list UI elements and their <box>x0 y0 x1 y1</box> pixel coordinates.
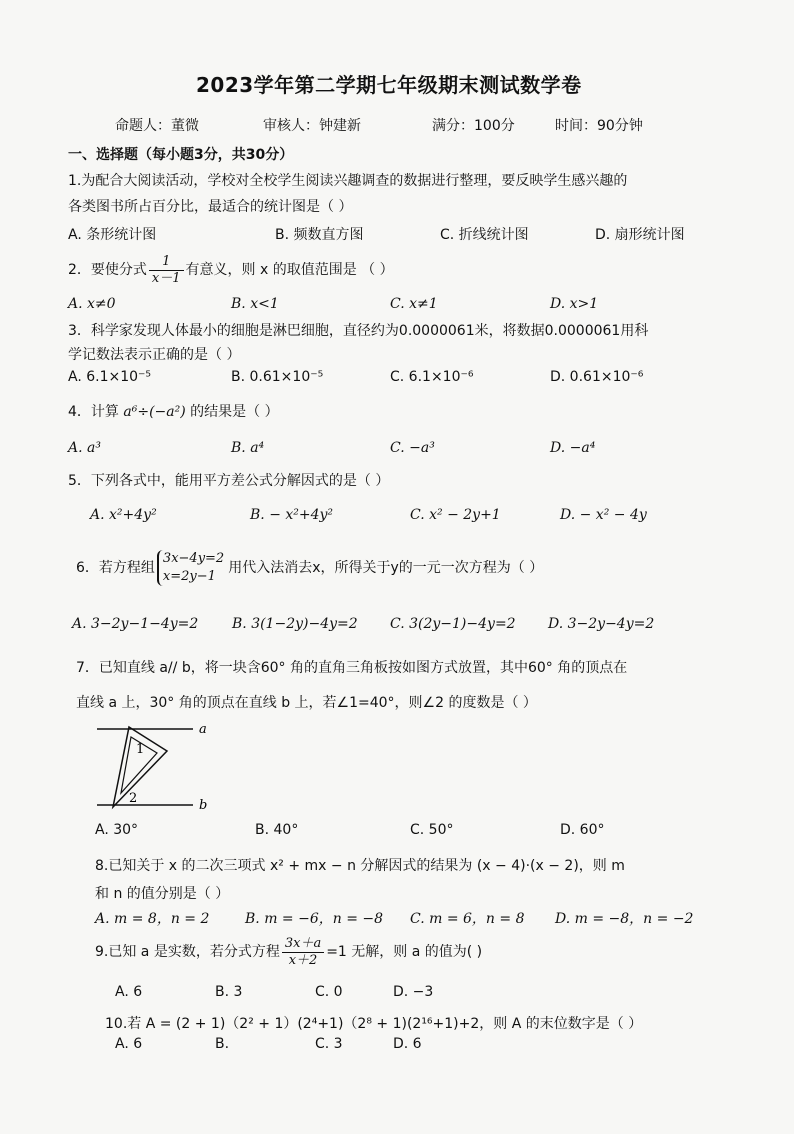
q9-frac-den: x＋2 <box>288 952 318 968</box>
q7-option-a: A. 30° <box>95 822 139 838</box>
q10-option-c: C. 3 <box>315 1036 343 1052</box>
q10-option-d: D. 6 <box>393 1036 422 1052</box>
q6-pre: 6．若方程组 <box>76 560 155 576</box>
page-title: 2023学年第二学期七年级期末测试数学卷 <box>196 73 582 97</box>
q3-option-c: C. 6.1×10⁻⁶ <box>390 369 474 385</box>
q4-option-a: A. a³ <box>68 440 101 456</box>
q2-option-c: C. x≠1 <box>390 296 438 312</box>
q8-option-b: B. m = −6，n = −8 <box>245 911 384 927</box>
q9-option-a: A. 6 <box>115 984 143 1000</box>
q10-option-a: A. 6 <box>115 1036 143 1052</box>
q8-option-c: C. m = 6，n = 8 <box>410 911 525 927</box>
q8-option-a: A. m = 8，n = 2 <box>95 911 210 927</box>
q4-post: 的结果是（ ） <box>190 404 279 420</box>
q8-line2: 和 n 的值分别是（ ） <box>95 886 230 902</box>
q6-stem <box>76 548 543 588</box>
q1-option-b: B. 频数直方图 <box>275 227 364 243</box>
q9-option-c: C. 0 <box>315 984 343 1000</box>
q7-figure <box>95 715 220 815</box>
full-score: 满分：100分 <box>432 118 515 134</box>
q7-line1: 7．已知直线 a// b，将一块含60° 角的直角三角板按如图方式放置，其中60° 角的顶点在 <box>76 660 628 676</box>
q3-option-a: A. 6.1×10⁻⁵ <box>68 369 152 385</box>
q9-option-b: B. 3 <box>215 984 243 1000</box>
q6-option-b: B. 3(1−2y)−4y=2 <box>232 616 358 632</box>
section-heading: 一、选择题（每小题3分，共30分） <box>68 147 294 163</box>
exam-time: 时间：90分钟 <box>555 118 643 134</box>
q6-eq1: 3x−4y=2 <box>162 551 225 566</box>
q2-option-d: D. x>1 <box>550 296 599 312</box>
q9-option-d: D. −3 <box>393 984 434 1000</box>
q3-line1: 3．科学家发现人体最小的细胞是淋巴细胞，直径约为0.0000061米，将数据0.0000061用科 <box>68 323 649 339</box>
q7-option-c: C. 50° <box>410 822 454 838</box>
q2-option-b: B. x<1 <box>231 296 279 312</box>
fig-angle-2: 2 <box>129 791 138 806</box>
q5-option-a: A. x²+4y² <box>90 507 157 523</box>
author: 命题人：董微 <box>115 118 199 134</box>
q10-stem: 10.若 A = (2 + 1)（2² + 1）(2⁴+1)（2⁸ + 1)(2¹⁶+1)+2，则 A 的末位数字是（ ） <box>105 1016 643 1032</box>
q1-option-a: A. 条形统计图 <box>68 227 157 243</box>
q4-stem <box>68 402 279 422</box>
q2-frac-den: x－1 <box>151 270 181 286</box>
q2-option-a: A. x≠0 <box>68 296 116 312</box>
q7-option-b: B. 40° <box>255 822 299 838</box>
q5-option-c: C. x² − 2y+1 <box>410 507 501 523</box>
q4-expression: a⁶÷(−a²) <box>123 404 186 420</box>
q7-option-d: D. 60° <box>560 822 605 838</box>
q6-post: 用代入法消去x，所得关于y的一元一次方程为（ ） <box>228 560 544 576</box>
q1-option-d: D. 扇形统计图 <box>595 227 685 243</box>
q5-option-d: D. − x² − 4y <box>560 507 647 523</box>
q4-option-c: C. −a³ <box>390 440 435 456</box>
q4-option-b: B. a⁴ <box>231 440 265 456</box>
q3-option-d: D. 0.61×10⁻⁶ <box>550 369 644 385</box>
q4-pre: 4．计算 <box>68 404 119 420</box>
fig-label-a: a <box>199 722 207 737</box>
q7-line2: 直线 a 上，30° 角的顶点在直线 b 上，若∠1=40°，则∠2 的度数是（ ） <box>76 695 537 711</box>
q9-fraction <box>282 936 324 969</box>
q9-stem <box>95 934 482 970</box>
q5-stem: 5．下列各式中，能用平方差公式分解因式的是（ ） <box>68 473 390 489</box>
q8-line1: 8.已知关于 x 的二次三项式 x² + mx − n 分解因式的结果为 (x − 4)·(x − 2)，则 m <box>95 858 625 874</box>
q6-equation-system <box>157 550 224 586</box>
q3-option-b: B. 0.61×10⁻⁵ <box>231 369 324 385</box>
q3-line2: 学记数法表示正确的是（ ） <box>68 347 241 363</box>
q5-option-b: B. − x²+4y² <box>250 507 334 523</box>
q6-option-d: D. 3−2y−4y=2 <box>548 616 655 632</box>
q2-stem <box>68 252 394 288</box>
q2-frac-num: 1 <box>149 254 184 271</box>
q1-line1: 1.为配合大阅读活动，学校对全校学生阅读兴趣调查的数据进行整理，要反映学生感兴趣的 <box>68 173 628 189</box>
q2-fraction <box>149 254 184 287</box>
q1-line2: 各类图书所占百分比，最适合的统计图是（ ） <box>68 199 353 215</box>
q9-frac-num: 3x＋a <box>282 936 324 953</box>
q10-option-b: B. <box>215 1036 230 1052</box>
q2-post: 有意义，则 x 的取值范围是 （ ） <box>185 262 394 278</box>
q6-option-c: C. 3(2y−1)−4y=2 <box>390 616 516 632</box>
fig-angle-1: 1 <box>136 742 145 757</box>
reviewer: 审核人：钟建新 <box>263 118 361 134</box>
q9-pre: 9.已知 a 是实数，若分式方程 <box>95 944 280 960</box>
fig-label-b: b <box>199 798 208 813</box>
q8-option-d: D. m = −8，n = −2 <box>555 911 694 927</box>
triangle-ruler <box>113 727 167 807</box>
q6-option-a: A. 3−2y−1−4y=2 <box>72 616 199 632</box>
q6-eq2: x=2y−1 <box>162 569 216 584</box>
q4-option-d: D. −a⁴ <box>550 440 596 456</box>
q9-post: =1 无解，则 a 的值为( ) <box>326 944 483 960</box>
q2-pre: 2．要使分式 <box>68 262 147 278</box>
q1-option-c: C. 折线统计图 <box>440 227 529 243</box>
